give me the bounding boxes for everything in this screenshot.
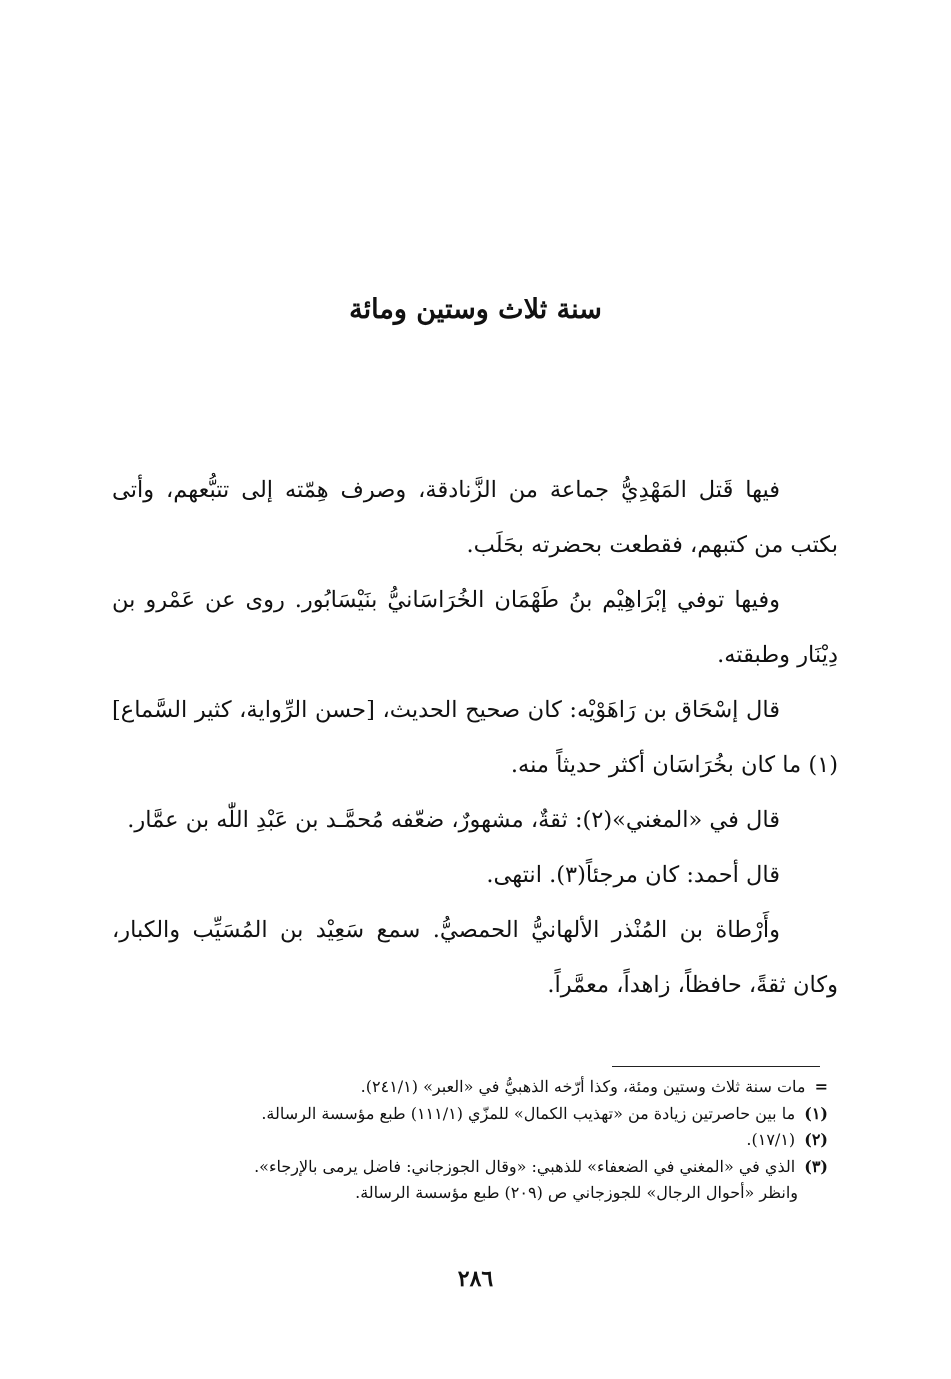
footnote	[150, 1101, 828, 1128]
main-text	[112, 463, 838, 1013]
footnote-continuation	[150, 1180, 828, 1207]
page-title: سنة ثلاث وستين ومائة	[349, 294, 602, 325]
footnote-separator	[612, 1066, 820, 1067]
footnote-text: وانظر «أحوال الرجال» للجوزجاني ص (٢٠٩) طبع مؤسسة الرسالة.	[355, 1183, 798, 1202]
paragraph: وفيها توفي إبْرَاهِيْم بنُ طَهْمَان الخُرَاسَانيُّ بنَيْسَابُور. روى عن عَمْرو بن دِيْنَار وطبقته.	[112, 587, 838, 668]
footnote-mark: (٢)	[804, 1130, 828, 1149]
footnote-text: مات سنة ثلاث وستين ومئة، وكذا أرّخه الذهبيُّ في «العبر» (٢٤١/١).	[360, 1077, 806, 1096]
footnote	[150, 1127, 828, 1154]
footnote-text: (١٧/١).	[746, 1130, 796, 1149]
footnote-mark: =	[814, 1077, 828, 1096]
footnote-text: الذي في «المغني في الضعفاء» للذهبي: «وقال الجوزجاني: فاضل يرمى بالإرجاء».	[254, 1156, 796, 1176]
paragraph: قال أحمد: كان مرجئاً(٣). انتهى.	[486, 862, 780, 888]
page-number: ٢٨٦	[457, 1266, 494, 1292]
paragraph: قال في «المغني»(٢): ثقةٌ، مشهورٌ، ضعّفه مُحمَّـد بن عَبْدِ اللّٰه بن عمَّار.	[127, 807, 780, 833]
footnote-mark: (٣)	[804, 1156, 828, 1176]
footnote	[150, 1074, 828, 1101]
paragraph: قال إسْحَاق بن رَاهَوْيْه: كان صحيح الحديث، [حسن الرِّواية، كثير السَّماع](١) ما كان بخُرَاسَان أكثر حديثاً منه.	[112, 697, 838, 778]
footnote-mark: (١)	[804, 1103, 828, 1123]
footnotes	[150, 1074, 828, 1207]
paragraph: فيها قَتل المَهْدِيُّ جماعة من الزَّنادقة، وصرف هِمّته إلى تتبُّعهم، وأتى بكتب من كتبهم، فقطعت بحضرته بحَلَب.	[112, 477, 838, 558]
paragraph: وأَرْطاة بن المُنْذر الألهانيُّ الحمصيُّ. سمع سَعِيْد بن المُسَيِّب والكبار، وكان ثقةً، حافظاً، زاهداً، معمَّراً.	[112, 917, 838, 998]
footnote-text: ما بين حاصرتين زيادة من «تهذيب الكمال» للمزّي (١١١/١) طبع مؤسسة الرسالة.	[261, 1103, 796, 1123]
footnote	[150, 1154, 828, 1181]
